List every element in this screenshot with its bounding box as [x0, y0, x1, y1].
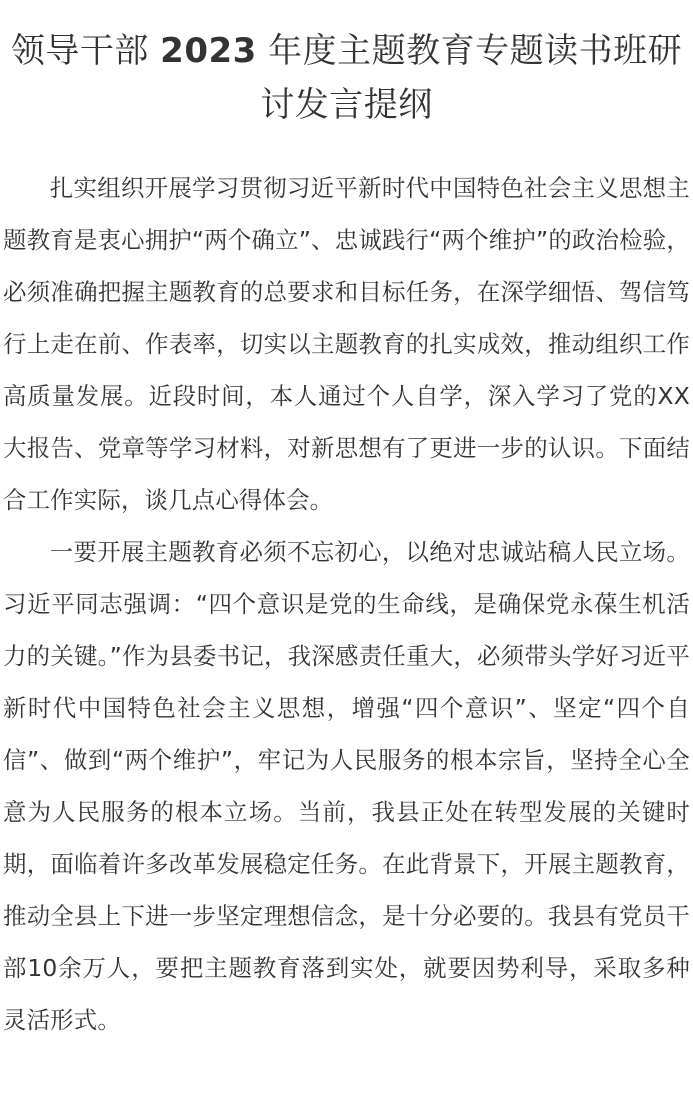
paragraph-intro: 扎实组织开展学习贯彻习近平新时代中国特色社会主义思想主题教育是衷心拥护“两个确立”、忠诚践行“两个维护”的政治检验，必须准确把握主题教育的总要求和目标任务，在深学细悟、驾信笃行上走在前、作表率，切实以主题教育的扎实成效，推动组织工作高质量发展。近段时间，本人通过个人自学，深入学习了党的XX大报告、党章等学习材料，对新思想有了更进一步的认识。下面结合工作实际，谈几点心得体会。: [3, 174, 690, 514]
title-prefix: 领导干部: [10, 31, 149, 71]
document-title: [3, 24, 690, 132]
title-year: 2023: [160, 31, 257, 71]
title-suffix: 年度主题教育专题读书班研讨发言提纲: [260, 31, 683, 125]
paragraph-point-one: 一要开展主题教育必须不忘初心，以绝对忠诚站稿人民立场。习近平同志强调：“四个意识是党的生命线，是确保党永葆生机活力的关键。”作为县委书记，我深感责任重大，必须带头学好习近平新时代中国特色社会主义思想，增强“四个意识”、坚定“四个自信”、做到“两个维护”，牢记为人民服务的根本宗旨，坚持全心全意为人民服务的根本立场。当前，我县正处在转型发展的关键时期，面临着许多改革发展稳定任务。在此背景下，开展主题教育，推动全县上下进一步坚定理想信念，是十分必要的。我县有党员干部10余万人，要把主题教育落到实处，就要因势利导，采取多种灵活形式。: [3, 538, 690, 1034]
document-body: [3, 162, 690, 1046]
